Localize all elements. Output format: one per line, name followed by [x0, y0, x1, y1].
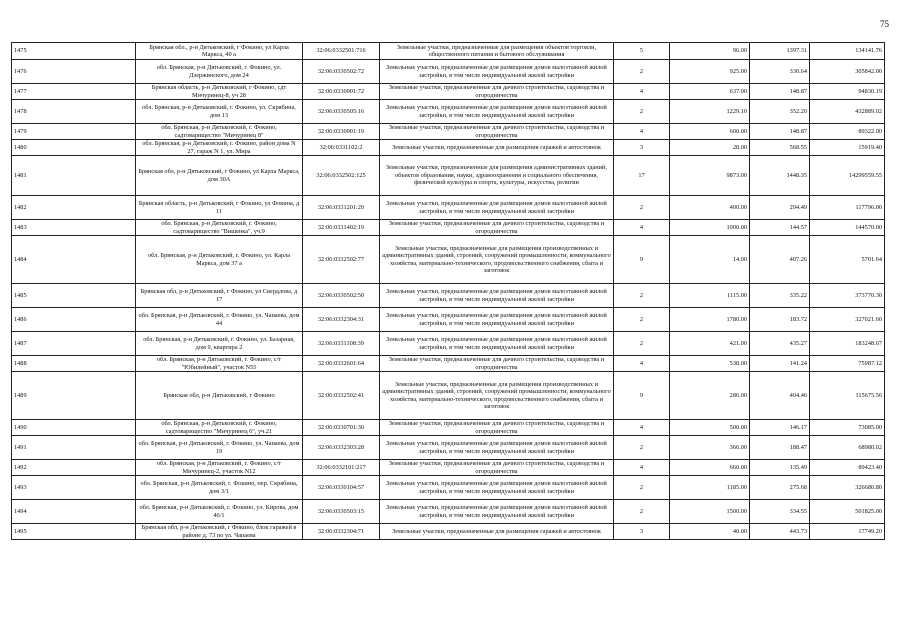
cadastral-number-cell: 32:06:0330104:57: [303, 476, 380, 500]
area-cell: 637.00: [670, 84, 750, 100]
table-row: [12, 436, 885, 460]
land-use-cell: Земельные участки, предназначенные для размещения производственных и административных зданий, строений, сооружений промышленности, коммунального хозяйства, материально-технического, продовольственного снабжения, сбыта и заготовок: [380, 372, 614, 420]
cadastral-number-cell: 32:06:0330701:30: [303, 420, 380, 436]
land-use-cell: Земельные участки, предназначенные для дачного строительства, садоводства и огородничества: [380, 84, 614, 100]
table-body: [12, 43, 885, 540]
cadastral-number-cell: 32:06:0330901:19: [303, 124, 380, 140]
table-row: [12, 476, 885, 500]
land-use-cell: Земельные участки, предназначенные для дачного строительства, садоводства и огородничества: [380, 420, 614, 436]
land-use-cell: Земельные участки, предназначенные для размещения домов малоэтажной жилой застройки, в том числе индивидуальной жилой застройки: [380, 196, 614, 220]
table-row: [12, 43, 885, 60]
area-cell: 538.00: [670, 356, 750, 372]
cadastral-value-cell: 117796.00: [810, 196, 885, 220]
cadastral-value-cell: 373770.30: [810, 284, 885, 308]
specific-value-cell: 148.87: [750, 124, 810, 140]
specific-value-cell: 435.27: [750, 332, 810, 356]
category-cell: 2: [614, 332, 670, 356]
cadastral-number-cell: 32:06:0330505:16: [303, 100, 380, 124]
address-cell: Брянская обл, р-н Дятьковский, г Фокино, ул Карла Маркса, дом 30А: [136, 156, 303, 196]
row-number-cell: 1494: [12, 500, 136, 524]
cadastral-number-cell: 32:06:0332303:28: [303, 436, 380, 460]
row-number-cell: 1493: [12, 476, 136, 500]
row-number-cell: 1490: [12, 420, 136, 436]
address-cell: обл. Брянская, р-н Дятьковский, г. Фокино, пер. Скрябина, дом 3/1: [136, 476, 303, 500]
specific-value-cell: 330.64: [750, 60, 810, 84]
cadastral-number-cell: 32:06:0331108:39: [303, 332, 380, 356]
address-cell: обл. Брянская, р-н Дятьковский, г. Фокино, ул. Чапаева, дом 44: [136, 308, 303, 332]
address-cell: обл. Брянская, р-н Дятьковский, г. Фокино, ул. Кирова, дом 46/1: [136, 500, 303, 524]
specific-value-cell: 135.49: [750, 460, 810, 476]
specific-value-cell: 335.22: [750, 284, 810, 308]
specific-value-cell: 141.24: [750, 356, 810, 372]
category-cell: 4: [614, 124, 670, 140]
cadastral-number-cell: 32:06:0332304:71: [303, 524, 380, 540]
specific-value-cell: 188.47: [750, 436, 810, 460]
row-number-cell: 1475: [12, 43, 136, 60]
specific-value-cell: 568.55: [750, 140, 810, 156]
category-cell: 2: [614, 476, 670, 500]
cadastral-value-cell: 327021.60: [810, 308, 885, 332]
specific-value-cell: 144.57: [750, 220, 810, 236]
cadastral-number-cell: 32:06:0332502:41: [303, 372, 380, 420]
address-cell: Брянская область, р-н Дятьковский, г Фокино, сдт Мичуринец-8, уч 28: [136, 84, 303, 100]
land-use-cell: Земельные участки, предназначенные для размещения домов малоэтажной жилой застройки, в том числе индивидуальной жилой застройки: [380, 100, 614, 124]
cadastral-number-cell: 32:06:0331201:20: [303, 196, 380, 220]
area-cell: 421.00: [670, 332, 750, 356]
cadastral-number-cell: 32:06:0332502:77: [303, 236, 380, 284]
row-number-cell: 1491: [12, 436, 136, 460]
row-number-cell: 1487: [12, 332, 136, 356]
cadastral-value-cell: 432889.02: [810, 100, 885, 124]
cadastral-value-cell: 501825.00: [810, 500, 885, 524]
area-cell: 1115.00: [670, 284, 750, 308]
row-number-cell: 1483: [12, 220, 136, 236]
area-cell: 28.00: [670, 140, 750, 156]
category-cell: 2: [614, 500, 670, 524]
cadastral-value-cell: 89322.00: [810, 124, 885, 140]
row-number-cell: 1492: [12, 460, 136, 476]
cadastral-number-cell: 32:06:0330502:72: [303, 60, 380, 84]
land-use-cell: Земельные участки, предназначенные для дачного строительства, садоводства и огородничества: [380, 124, 614, 140]
area-cell: 1500.00: [670, 500, 750, 524]
table-row: [12, 156, 885, 196]
area-cell: 14.00: [670, 236, 750, 284]
land-use-cell: Земельные участки, предназначенные для размещения домов малоэтажной жилой застройки, в том числе индивидуальной жилой застройки: [380, 308, 614, 332]
cadastral-value-cell: 94830.19: [810, 84, 885, 100]
area-cell: 500.00: [670, 420, 750, 436]
row-number-cell: 1479: [12, 124, 136, 140]
cadastral-value-cell: 15919.40: [810, 140, 885, 156]
specific-value-cell: 183.72: [750, 308, 810, 332]
area-cell: 1229.10: [670, 100, 750, 124]
area-cell: 366.00: [670, 436, 750, 460]
land-use-cell: Земельные участки, предназначенные для размещения домов малоэтажной жилой застройки, в том числе индивидуальной жилой застройки: [380, 436, 614, 460]
address-cell: Брянская обл, р-н Дятьковский, г Фокино, блок гаражей в районе д. 73 по ул. Чапаева: [136, 524, 303, 540]
category-cell: 4: [614, 84, 670, 100]
specific-value-cell: 1448.35: [750, 156, 810, 196]
row-number-cell: 1488: [12, 356, 136, 372]
category-cell: 9: [614, 372, 670, 420]
address-cell: обл. Брянская, р-н Дятьковский, г. Фокино, ул. Скрябина, дом 13: [136, 100, 303, 124]
table-row: [12, 308, 885, 332]
address-cell: обл. Брянская, р-н Дятьковский, г. Фокино, садтоварищество "Мичуринец 6", уч.21: [136, 420, 303, 436]
cadastral-value-cell: 134141.76: [810, 43, 885, 60]
area-cell: 925.00: [670, 60, 750, 84]
specific-value-cell: 352.20: [750, 100, 810, 124]
row-number-cell: 1476: [12, 60, 136, 84]
row-number-cell: 1481: [12, 156, 136, 196]
land-use-cell: Земельные участки, предназначенные для размещения домов малоэтажной жилой застройки, в том числе индивидуальной жилой застройки: [380, 60, 614, 84]
cadastral-value-cell: 5701.64: [810, 236, 885, 284]
address-cell: обл. Брянская, р-н Дятьковский, г. Фокино, садтоварищество "Мичуринец 8": [136, 124, 303, 140]
cadastral-number-cell: 32:06:0332501:716: [303, 43, 380, 60]
cadastral-number-cell: 32:06:0332101:217: [303, 460, 380, 476]
cadastral-value-cell: 68980.02: [810, 436, 885, 460]
table-row: [12, 100, 885, 124]
category-cell: 2: [614, 196, 670, 220]
land-use-cell: Земельные участки, предназначенные для размещения домов малоэтажной жилой застройки, в том числе индивидуальной жилой застройки: [380, 332, 614, 356]
cadastral-number-cell: 32:06:0330502:50: [303, 284, 380, 308]
cadastral-number-cell: 32:06:0332601:64: [303, 356, 380, 372]
area-cell: 1780.00: [670, 308, 750, 332]
table-row: [12, 356, 885, 372]
address-cell: обл. Брянская, р-н Дятьковский, г. Фокино, район дома N 27, гараж N 1, ул. Мира: [136, 140, 303, 156]
table-row: [12, 140, 885, 156]
category-cell: 9: [614, 236, 670, 284]
land-use-cell: Земельные участки, предназначенные для дачного строительства, садоводства и огородничества: [380, 460, 614, 476]
table-row: [12, 500, 885, 524]
land-use-cell: Земельные участки, предназначенные для размещения гаражей и автостоянок: [380, 140, 614, 156]
land-use-cell: Земельные участки, предназначенные для размещения домов малоэтажной жилой застройки, в том числе индивидуальной жилой застройки: [380, 476, 614, 500]
address-cell: обл. Брянская, р-н Дятьковский, г. Фокино, с/т "Юбилейный", участок N55: [136, 356, 303, 372]
area-cell: 96.00: [670, 43, 750, 60]
address-cell: обл. Брянская, р-н Дятьковский, г. Фокино, ул. Дзержинского, дом 24: [136, 60, 303, 84]
land-use-cell: Земельные участки, предназначенные для размещения объектов торговли, общественного питания и бытового обслуживания: [380, 43, 614, 60]
row-number-cell: 1480: [12, 140, 136, 156]
category-cell: 3: [614, 140, 670, 156]
category-cell: 2: [614, 60, 670, 84]
specific-value-cell: 275.68: [750, 476, 810, 500]
row-number-cell: 1489: [12, 372, 136, 420]
category-cell: 2: [614, 308, 670, 332]
specific-value-cell: 407.26: [750, 236, 810, 284]
table-row: [12, 84, 885, 100]
specific-value-cell: 404.46: [750, 372, 810, 420]
table-row: [12, 372, 885, 420]
address-cell: обл. Брянская, р-н Дятьковский, г. Фокино, садтоварищество "Вишенка", уч.9: [136, 220, 303, 236]
cadastral-value-cell: 305842.00: [810, 60, 885, 84]
area-cell: 286.00: [670, 372, 750, 420]
area-cell: 9873.00: [670, 156, 750, 196]
specific-value-cell: 1397.31: [750, 43, 810, 60]
address-cell: Брянская область, р-н Дятьковский, г Фокино, ул Фокина, д 11: [136, 196, 303, 220]
cadastral-number-cell: 32:06:0331102:2: [303, 140, 380, 156]
table-row: [12, 420, 885, 436]
address-cell: обл. Брянская, р-н Дятьковский, г. Фокино, ул. Карла Маркса, дом 37 а: [136, 236, 303, 284]
land-use-cell: Земельные участки, предназначенные для размещения производственных и административных зданий, строений, сооружений промышленности, коммунального хозяйства, материально-технического, продовольственного снабжения, сбыта и заготовок: [380, 236, 614, 284]
table-row: [12, 332, 885, 356]
land-use-cell: Земельные участки, предназначенные для дачного строительства, садоводства и огородничества: [380, 356, 614, 372]
cadastral-value-table: [11, 42, 885, 540]
address-cell: Брянская обл., р-н Дятьковский, г Фокино, ул Карла Маркса, 40 а: [136, 43, 303, 60]
category-cell: 4: [614, 460, 670, 476]
row-number-cell: 1495: [12, 524, 136, 540]
cadastral-value-cell: 73085.00: [810, 420, 885, 436]
page-number: 75: [880, 19, 889, 29]
area-cell: 40.00: [670, 524, 750, 540]
cadastral-value-cell: 183248.67: [810, 332, 885, 356]
land-use-cell: Земельные участки, предназначенные для размещения домов малоэтажной жилой застройки, в том числе индивидуальной жилой застройки: [380, 284, 614, 308]
category-cell: 2: [614, 436, 670, 460]
table-row: [12, 220, 885, 236]
area-cell: 1000.00: [670, 220, 750, 236]
category-cell: 2: [614, 100, 670, 124]
specific-value-cell: 334.55: [750, 500, 810, 524]
cadastral-value-cell: 326680.80: [810, 476, 885, 500]
specific-value-cell: 443.73: [750, 524, 810, 540]
address-cell: Брянская обл, р-н Дятьковский, г Фокино, ул Свердлова, д 17: [136, 284, 303, 308]
specific-value-cell: 294.49: [750, 196, 810, 220]
cadastral-number-cell: 32:06:0332502:125: [303, 156, 380, 196]
area-cell: 400.00: [670, 196, 750, 220]
category-cell: 4: [614, 420, 670, 436]
specific-value-cell: 148.87: [750, 84, 810, 100]
category-cell: 5: [614, 43, 670, 60]
row-number-cell: 1477: [12, 84, 136, 100]
category-cell: 2: [614, 284, 670, 308]
area-cell: 600.00: [670, 124, 750, 140]
table-row: [12, 284, 885, 308]
row-number-cell: 1482: [12, 196, 136, 220]
area-cell: 660.00: [670, 460, 750, 476]
cadastral-value-cell: 75987.12: [810, 356, 885, 372]
category-cell: 4: [614, 356, 670, 372]
cadastral-value-cell: 115675.56: [810, 372, 885, 420]
area-cell: 1185.00: [670, 476, 750, 500]
cadastral-value-cell: 144570.00: [810, 220, 885, 236]
address-cell: обл. Брянская, р-н Дятьковский, г. Фокино, ул. Чапаева, дом 19: [136, 436, 303, 460]
row-number-cell: 1486: [12, 308, 136, 332]
category-cell: 4: [614, 220, 670, 236]
row-number-cell: 1485: [12, 284, 136, 308]
table-row: [12, 60, 885, 84]
table-row: [12, 460, 885, 476]
cadastral-number-cell: 32:06:0330901:72: [303, 84, 380, 100]
cadastral-number-cell: 32:06:0332304:31: [303, 308, 380, 332]
cadastral-number-cell: 32:06:0330503:15: [303, 500, 380, 524]
land-use-cell: Земельные участки, предназначенные для размещения гаражей и автостоянок: [380, 524, 614, 540]
address-cell: Брянская обл, р-н Дятьковский, г Фокино: [136, 372, 303, 420]
land-use-cell: Земельные участки, предназначенные для дачного строительства, садоводства и огородничества: [380, 220, 614, 236]
cadastral-value-cell: 89423.40: [810, 460, 885, 476]
cadastral-value-cell: 17749.20: [810, 524, 885, 540]
category-cell: 17: [614, 156, 670, 196]
cadastral-value-cell: 14299559.55: [810, 156, 885, 196]
row-number-cell: 1478: [12, 100, 136, 124]
specific-value-cell: 146.17: [750, 420, 810, 436]
table-row: [12, 124, 885, 140]
land-use-cell: Земельные участки, предназначенные для размещения домов малоэтажной жилой застройки, в том числе индивидуальной жилой застройки: [380, 500, 614, 524]
row-number-cell: 1484: [12, 236, 136, 284]
category-cell: 3: [614, 524, 670, 540]
table-row: [12, 524, 885, 540]
table-row: [12, 196, 885, 220]
land-use-cell: Земельные участки, предназначенные для размещения административных зданий, объектов образования, науки, здравоохранения и социального обеспечения, физической культуры и спорта, культуры, искусства, религии: [380, 156, 614, 196]
table-row: [12, 236, 885, 284]
address-cell: обл. Брянская, р-н Дятьковский, г. Фокино, с/т Мичуринец-2, участок N12: [136, 460, 303, 476]
address-cell: обл. Брянская, р-н Дятьковский, г. Фокино, ул. Базарная, дом 9, квартира 2: [136, 332, 303, 356]
cadastral-number-cell: 32:06:0331402:19: [303, 220, 380, 236]
